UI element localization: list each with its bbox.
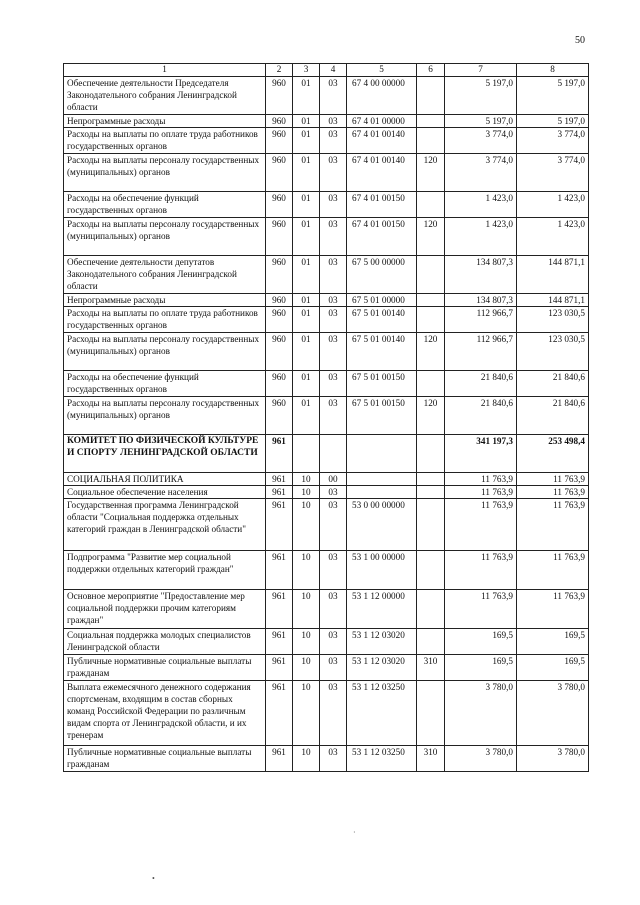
table-cell-subsection: 03: [320, 307, 347, 333]
table-cell-code: 961: [266, 551, 293, 590]
table-cell-amount-2: 169,5: [517, 629, 589, 655]
table-cell-amount-2: 253 498,4: [517, 435, 589, 473]
table-cell-name: Расходы на обеспечение функций государственных органов: [64, 192, 266, 218]
table-cell-expense-type: [417, 128, 445, 154]
table-cell-code: 960: [266, 371, 293, 397]
table-cell-name: Расходы на выплаты по оплате труда работников государственных органов: [64, 307, 266, 333]
table-cell-amount-1: 11 763,9: [445, 551, 517, 590]
table-cell-expense-type: 310: [417, 655, 445, 681]
table-cell-expense-type: [417, 486, 445, 499]
table-cell-amount-2: 3 780,0: [517, 746, 589, 772]
table-cell-code: 960: [266, 218, 293, 256]
table-cell-section: 10: [293, 746, 320, 772]
table-cell-subsection: 03: [320, 333, 347, 371]
table-row: [64, 590, 589, 629]
table-cell-code: 960: [266, 333, 293, 371]
table-cell-target: [347, 473, 417, 486]
table-cell-name: Социальная поддержка молодых специалистов Ленинградской области: [64, 629, 266, 655]
table-cell-section: 01: [293, 256, 320, 294]
table-cell-code: 961: [266, 499, 293, 551]
table-cell-code: 961: [266, 435, 293, 473]
table-row: [64, 128, 589, 154]
table-cell-name: Социальное обеспечение населения: [64, 486, 266, 499]
table-cell-target: [347, 486, 417, 499]
column-header: 3: [293, 64, 320, 77]
table-cell-name: СОЦИАЛЬНАЯ ПОЛИТИКА: [64, 473, 266, 486]
table-cell-expense-type: [417, 681, 445, 746]
table-cell-section: 01: [293, 115, 320, 128]
table-cell-name: Расходы на обеспечение функций государственных органов: [64, 371, 266, 397]
table-cell-name: Расходы на выплаты персоналу государственных (муниципальных) органов: [64, 218, 266, 256]
table-cell-subsection: 03: [320, 397, 347, 435]
scan-speck: ·: [353, 828, 356, 837]
table-cell-code: 960: [266, 192, 293, 218]
table-cell-amount-2: 169,5: [517, 655, 589, 681]
table-cell-amount-1: 112 966,7: [445, 307, 517, 333]
table-cell-amount-2: 21 840,6: [517, 397, 589, 435]
table-cell-target: 67 5 01 00140: [347, 333, 417, 371]
table-cell-amount-1: 169,5: [445, 629, 517, 655]
table-cell-code: 960: [266, 307, 293, 333]
table-cell-name: Расходы на выплаты по оплате труда работников государственных органов: [64, 128, 266, 154]
table-cell-subsection: 03: [320, 590, 347, 629]
table-cell-amount-2: 3 774,0: [517, 128, 589, 154]
table-cell-amount-2: 11 763,9: [517, 499, 589, 551]
table-cell-subsection: 03: [320, 371, 347, 397]
table-cell-amount-1: 341 197,3: [445, 435, 517, 473]
table-cell-subsection: 00: [320, 473, 347, 486]
table-row: [64, 435, 589, 473]
table-cell-amount-2: 144 871,1: [517, 256, 589, 294]
table-cell-expense-type: [417, 435, 445, 473]
table-cell-target: 53 1 12 03020: [347, 629, 417, 655]
table-cell-code: 961: [266, 681, 293, 746]
table-cell-name: Выплата ежемесячного денежного содержания спортсменам, входящим в состав сборных команд Российской Федерации по различным видам спорта от Ленинградской области, и их тренерам: [64, 681, 266, 746]
table-cell-amount-1: 112 966,7: [445, 333, 517, 371]
table-cell-amount-1: 3 774,0: [445, 128, 517, 154]
table-cell-expense-type: [417, 551, 445, 590]
table-cell-target: 53 1 12 03250: [347, 746, 417, 772]
table-cell-expense-type: [417, 473, 445, 486]
table-cell-expense-type: [417, 256, 445, 294]
table-cell-target: 67 5 01 00150: [347, 397, 417, 435]
table-cell-subsection: 03: [320, 746, 347, 772]
table-row: [64, 307, 589, 333]
table-cell-section: 01: [293, 154, 320, 192]
table-cell-subsection: 03: [320, 192, 347, 218]
table-row: [64, 154, 589, 192]
table-cell-code: 960: [266, 256, 293, 294]
table-cell-name: Государственная программа Ленинградской области "Социальная поддержка отдельных категорий граждан в Ленинградской области": [64, 499, 266, 551]
table-row: [64, 473, 589, 486]
table-cell-subsection: 03: [320, 486, 347, 499]
table-cell-subsection: [320, 435, 347, 473]
table-cell-target: 67 4 01 00150: [347, 218, 417, 256]
table-cell-name: КОМИТЕТ ПО ФИЗИЧЕСКОЙ КУЛЬТУРЕ И СПОРТУ ЛЕНИНГРАДСКОЙ ОБЛАСТИ: [64, 435, 266, 473]
table-row: [64, 486, 589, 499]
table-cell-section: 01: [293, 192, 320, 218]
table-cell-subsection: 03: [320, 154, 347, 192]
table-cell-amount-2: 5 197,0: [517, 77, 589, 115]
table-cell-amount-2: 11 763,9: [517, 590, 589, 629]
table-cell-name: Обеспечение деятельности Председателя Законодательного собрания Ленинградской области: [64, 77, 266, 115]
table-cell-expense-type: [417, 115, 445, 128]
table-row: [64, 218, 589, 256]
table-cell-code: 961: [266, 473, 293, 486]
table-cell-target: 67 5 01 00000: [347, 294, 417, 307]
table-cell-code: 960: [266, 397, 293, 435]
table-cell-section: 10: [293, 473, 320, 486]
table-cell-section: 01: [293, 333, 320, 371]
table-cell-name: Обеспечение деятельности депутатов Законодательного собрания Ленинградской области: [64, 256, 266, 294]
table-cell-subsection: 03: [320, 294, 347, 307]
table-cell-amount-1: 11 763,9: [445, 590, 517, 629]
table-cell-code: 961: [266, 629, 293, 655]
table-cell-code: 960: [266, 294, 293, 307]
table-cell-expense-type: [417, 192, 445, 218]
table-cell-target: 67 5 01 00140: [347, 307, 417, 333]
column-header: 5: [347, 64, 417, 77]
table-cell-amount-1: 134 807,3: [445, 294, 517, 307]
table-cell-subsection: 03: [320, 256, 347, 294]
table-cell-subsection: 03: [320, 629, 347, 655]
table-cell-name: Публичные нормативные социальные выплаты гражданам: [64, 746, 266, 772]
table-cell-subsection: 03: [320, 655, 347, 681]
table-cell-amount-1: 3 780,0: [445, 746, 517, 772]
table-cell-code: 961: [266, 590, 293, 629]
table-cell-name: Расходы на выплаты персоналу государственных (муниципальных) органов: [64, 397, 266, 435]
table-cell-section: 10: [293, 486, 320, 499]
table-cell-subsection: 03: [320, 499, 347, 551]
table-cell-section: 10: [293, 551, 320, 590]
table-cell-target: 53 1 12 03020: [347, 655, 417, 681]
table-cell-amount-1: 1 423,0: [445, 192, 517, 218]
table-row: [64, 115, 589, 128]
table-cell-name: Расходы на выплаты персоналу государственных (муниципальных) органов: [64, 154, 266, 192]
table-cell-amount-2: 21 840,6: [517, 371, 589, 397]
table-cell-code: 961: [266, 655, 293, 681]
table-cell-section: 01: [293, 128, 320, 154]
table-cell-target: 53 1 00 00000: [347, 551, 417, 590]
table-cell-amount-1: 5 197,0: [445, 115, 517, 128]
table-cell-code: 960: [266, 154, 293, 192]
table-cell-target: 67 4 01 00150: [347, 192, 417, 218]
table-cell-name: Непрограммные расходы: [64, 115, 266, 128]
column-header: 8: [517, 64, 589, 77]
table-cell-amount-2: 5 197,0: [517, 115, 589, 128]
table-cell-subsection: 03: [320, 218, 347, 256]
table-row: [64, 746, 589, 772]
table-cell-target: 53 0 00 00000: [347, 499, 417, 551]
table-cell-expense-type: 310: [417, 746, 445, 772]
table-cell-code: 961: [266, 486, 293, 499]
table-cell-amount-2: 1 423,0: [517, 218, 589, 256]
page-number: 50: [575, 35, 585, 46]
table-cell-expense-type: 120: [417, 397, 445, 435]
table-cell-name: Непрограммные расходы: [64, 294, 266, 307]
table-cell-name: Основное мероприятие "Предоставление мер социальной поддержки прочим категориям граждан": [64, 590, 266, 629]
table-cell-amount-1: 3 774,0: [445, 154, 517, 192]
table-cell-code: 960: [266, 115, 293, 128]
table-cell-section: 01: [293, 294, 320, 307]
table-cell-amount-1: 11 763,9: [445, 499, 517, 551]
budget-table: [63, 63, 589, 772]
table-cell-amount-1: 21 840,6: [445, 397, 517, 435]
table-cell-expense-type: [417, 294, 445, 307]
table-cell-target: 67 4 01 00140: [347, 154, 417, 192]
column-header: 7: [445, 64, 517, 77]
column-header: 4: [320, 64, 347, 77]
table-cell-amount-2: 123 030,5: [517, 307, 589, 333]
table-cell-name: Подпрограмма "Развитие мер социальной поддержки отдельных категорий граждан": [64, 551, 266, 590]
table-cell-amount-2: 3 780,0: [517, 681, 589, 746]
table-cell-expense-type: 120: [417, 218, 445, 256]
table-cell-code: 960: [266, 128, 293, 154]
table-cell-section: 01: [293, 397, 320, 435]
table-row: [64, 256, 589, 294]
table-cell-amount-2: 11 763,9: [517, 473, 589, 486]
table-cell-amount-1: 5 197,0: [445, 77, 517, 115]
column-header: 1: [64, 64, 266, 77]
table-cell-section: 10: [293, 655, 320, 681]
column-header: 2: [266, 64, 293, 77]
table-cell-expense-type: 120: [417, 154, 445, 192]
table-cell-section: [293, 435, 320, 473]
table-cell-amount-1: 11 763,9: [445, 473, 517, 486]
table-cell-amount-1: 169,5: [445, 655, 517, 681]
table-cell-subsection: 03: [320, 115, 347, 128]
table-cell-amount-2: 144 871,1: [517, 294, 589, 307]
table-cell-section: 01: [293, 218, 320, 256]
table-cell-amount-2: 123 030,5: [517, 333, 589, 371]
table-cell-code: 960: [266, 77, 293, 115]
table-cell-expense-type: [417, 371, 445, 397]
table-cell-target: 53 1 12 00000: [347, 590, 417, 629]
table-cell-expense-type: [417, 307, 445, 333]
table-cell-section: 10: [293, 499, 320, 551]
table-cell-subsection: 03: [320, 551, 347, 590]
table-row: [64, 371, 589, 397]
table-cell-amount-2: 3 774,0: [517, 154, 589, 192]
table-cell-expense-type: [417, 629, 445, 655]
table-cell-section: 10: [293, 590, 320, 629]
table-cell-expense-type: [417, 499, 445, 551]
table-cell-section: 01: [293, 77, 320, 115]
table-row: [64, 333, 589, 371]
table-cell-name: Расходы на выплаты персоналу государственных (муниципальных) органов: [64, 333, 266, 371]
table-row: [64, 655, 589, 681]
table-row: [64, 681, 589, 746]
table-cell-amount-1: 21 840,6: [445, 371, 517, 397]
table-cell-section: 10: [293, 629, 320, 655]
table-cell-target: 67 4 00 00000: [347, 77, 417, 115]
table-cell-subsection: 03: [320, 128, 347, 154]
table-row: [64, 629, 589, 655]
table-cell-amount-2: 11 763,9: [517, 486, 589, 499]
table-cell-expense-type: 120: [417, 333, 445, 371]
table-cell-name: Публичные нормативные социальные выплаты гражданам: [64, 655, 266, 681]
table-row: [64, 551, 589, 590]
table-row: [64, 294, 589, 307]
column-header: 6: [417, 64, 445, 77]
table-body: [64, 64, 589, 772]
table-cell-subsection: 03: [320, 681, 347, 746]
scan-speck: •: [152, 874, 155, 883]
table-row: [64, 397, 589, 435]
table-cell-target: 67 5 00 00000: [347, 256, 417, 294]
table-cell-amount-1: 134 807,3: [445, 256, 517, 294]
table-cell-target: 67 5 01 00150: [347, 371, 417, 397]
table-cell-amount-1: 11 763,9: [445, 486, 517, 499]
table-cell-amount-2: 11 763,9: [517, 551, 589, 590]
table-cell-amount-1: 3 780,0: [445, 681, 517, 746]
table-row: [64, 77, 589, 115]
table-cell-section: 01: [293, 371, 320, 397]
table-row: [64, 499, 589, 551]
table-cell-target: 53 1 12 03250: [347, 681, 417, 746]
table-cell-amount-2: 1 423,0: [517, 192, 589, 218]
table-cell-expense-type: [417, 77, 445, 115]
table-cell-section: 10: [293, 681, 320, 746]
table-cell-target: 67 4 01 00000: [347, 115, 417, 128]
table-cell-target: 67 4 01 00140: [347, 128, 417, 154]
table-cell-code: 961: [266, 746, 293, 772]
column-header-row: [64, 64, 589, 77]
table-cell-section: 01: [293, 307, 320, 333]
table-cell-target: [347, 435, 417, 473]
table-cell-expense-type: [417, 590, 445, 629]
table-cell-amount-1: 1 423,0: [445, 218, 517, 256]
table-cell-subsection: 03: [320, 77, 347, 115]
table-row: [64, 192, 589, 218]
